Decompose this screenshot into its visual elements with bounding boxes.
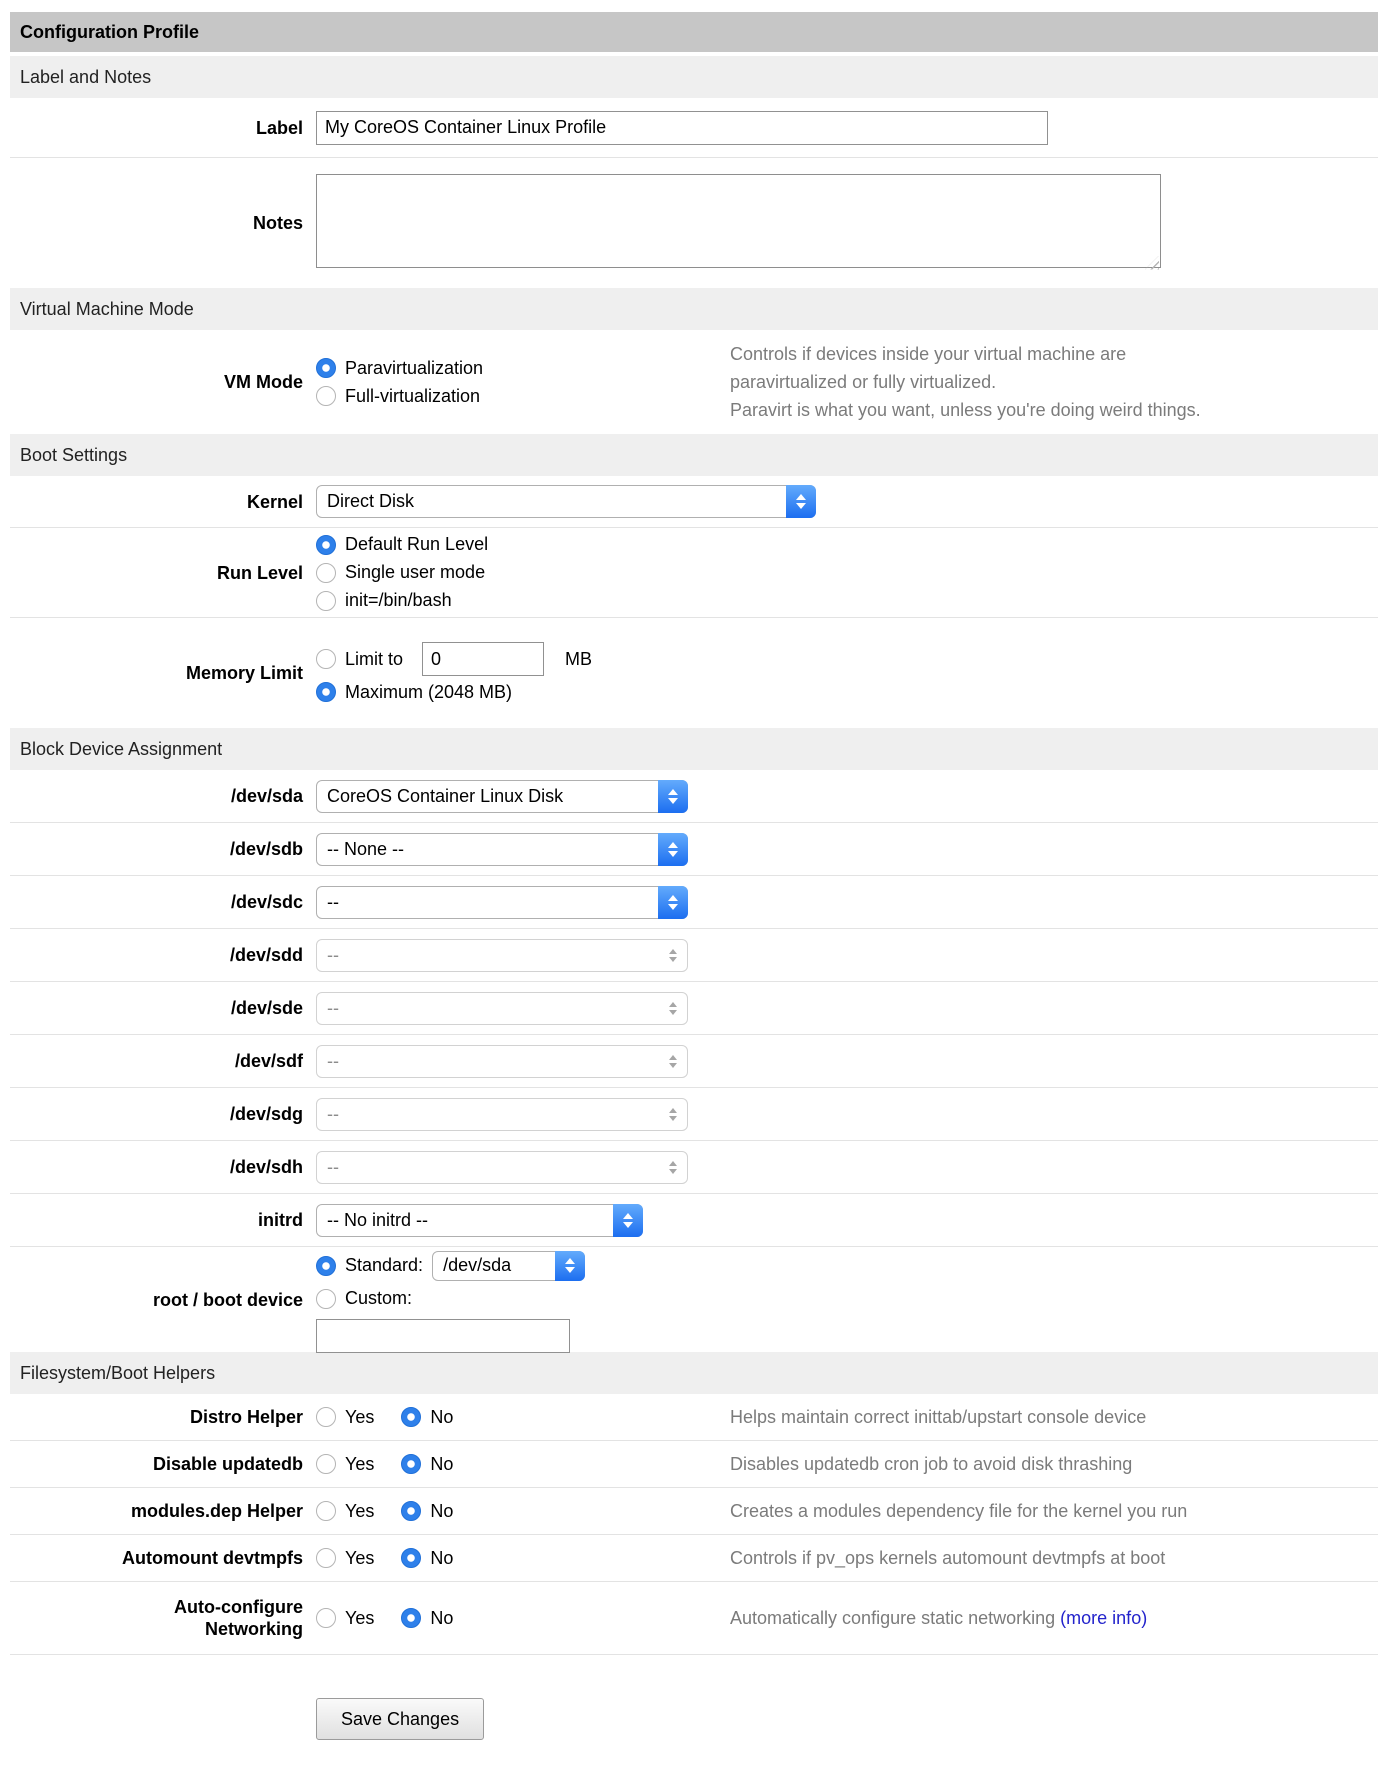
vm-mode-help-text	[730, 340, 1378, 424]
dev-sdh-label: /dev/sdh	[229, 1157, 303, 1177]
root-standard-option-label: Standard:	[345, 1255, 424, 1275]
no-option-label: No	[430, 1607, 454, 1628]
dev-sdb-row	[10, 823, 1378, 876]
modules-dep-helper-help-text: Creates a modules dependency file for the kernel you run	[730, 1501, 1188, 1521]
save-row	[10, 1698, 1378, 1740]
dev-sda-row	[10, 770, 1378, 823]
dev-sda-label: /dev/sda	[230, 786, 303, 806]
chevron-up-down-icon	[658, 1151, 688, 1184]
kernel-select-value: Direct Disk	[327, 491, 415, 511]
dev-sdf-row	[10, 1035, 1378, 1088]
yes-option-label: Yes	[345, 1607, 375, 1628]
chevron-up-down-icon	[658, 886, 688, 919]
section-boot-settings: Boot Settings	[10, 434, 1378, 476]
label-field-label: Label	[255, 117, 303, 138]
dev-sdb-label: /dev/sdb	[229, 839, 303, 859]
chevron-up-down-icon	[658, 780, 688, 813]
distro-helper-row	[10, 1394, 1378, 1441]
auto-configure-networking-no-radio[interactable]	[401, 1608, 421, 1628]
chevron-up-down-icon	[658, 992, 688, 1025]
kernel-select[interactable]	[316, 485, 816, 518]
auto-configure-networking-help-line: Automatically configure static networking	[730, 1608, 1056, 1628]
dev-sdd-row	[10, 929, 1378, 982]
dev-sdb-select[interactable]	[316, 833, 688, 866]
dev-sdg-select-value: --	[327, 1103, 339, 1124]
modules-dep-helper-yes-radio[interactable]	[316, 1501, 336, 1521]
modules-dep-helper-label: modules.dep Helper	[130, 1501, 303, 1521]
notes-field-label: Notes	[252, 213, 303, 233]
init-bin-bash-radio[interactable]	[316, 591, 336, 611]
disable-updatedb-help-text: Disables updatedb cron job to avoid disk thrashing	[730, 1454, 1133, 1474]
yes-option-label: Yes	[345, 1547, 375, 1568]
default-run-level-radio[interactable]	[316, 535, 336, 555]
dev-sdd-select	[316, 939, 688, 972]
dev-sde-label: /dev/sde	[230, 998, 303, 1018]
disable-updatedb-no-radio[interactable]	[401, 1454, 421, 1474]
paravirtualization-radio[interactable]	[316, 358, 336, 378]
dev-sdg-row	[10, 1088, 1378, 1141]
memory-limit-input[interactable]	[422, 642, 544, 676]
full-virtualization-option-label: Full-virtualization	[345, 385, 481, 406]
dev-sdc-label: /dev/sdc	[230, 892, 303, 912]
save-changes-button[interactable]: Save Changes	[316, 1698, 484, 1740]
dev-sdf-select	[316, 1045, 688, 1078]
dev-sdb-select-value: -- None --	[327, 838, 405, 859]
distro-helper-yes-radio[interactable]	[316, 1407, 336, 1427]
memory-limit-label: Memory Limit	[185, 663, 303, 683]
root-standard-radio[interactable]	[316, 1256, 336, 1276]
dev-sdh-select-value: --	[327, 1156, 339, 1177]
run-level-row	[10, 528, 1378, 618]
limit-to-option-label: Limit to	[345, 648, 404, 669]
full-virtualization-radio[interactable]	[316, 386, 336, 406]
default-run-level-option-label: Default Run Level	[345, 534, 489, 554]
chevron-up-down-icon	[658, 1045, 688, 1078]
root-standard-select[interactable]	[432, 1251, 585, 1281]
distro-helper-label: Distro Helper	[189, 1407, 303, 1427]
modules-dep-helper-no-radio[interactable]	[401, 1501, 421, 1521]
dev-sdd-select-value: --	[327, 944, 339, 965]
initrd-label: initrd	[258, 1210, 303, 1230]
auto-configure-networking-label-text: Auto-configure Networking	[174, 1597, 303, 1639]
automount-devtmpfs-help-text: Controls if pv_ops kernels automount devtmpfs at boot	[730, 1548, 1166, 1568]
distro-helper-help-text: Helps maintain correct inittab/upstart console device	[730, 1407, 1147, 1427]
dev-sda-select-value: CoreOS Container Linux Disk	[327, 785, 564, 806]
automount-devtmpfs-label: Automount devtmpfs	[122, 1548, 303, 1568]
yes-option-label: Yes	[345, 1453, 375, 1474]
run-level-label: Run Level	[216, 562, 303, 583]
dev-sdg-label: /dev/sdg	[229, 1104, 303, 1124]
chevron-up-down-icon	[613, 1204, 643, 1237]
yes-option-label: Yes	[345, 1500, 375, 1521]
memory-limit-row	[10, 618, 1378, 728]
initrd-row	[10, 1194, 1378, 1247]
auto-configure-networking-row	[10, 1582, 1378, 1655]
dev-sdf-select-value: --	[327, 1050, 339, 1071]
maximum-memory-radio[interactable]	[316, 682, 336, 702]
chevron-up-down-icon	[658, 939, 688, 972]
vm-mode-row	[10, 330, 1378, 434]
dev-sdh-row	[10, 1141, 1378, 1194]
label-row	[10, 98, 1378, 158]
section-label-and-notes: Label and Notes	[10, 56, 1378, 98]
no-option-label: No	[430, 1406, 454, 1427]
page-title: Configuration Profile	[10, 12, 1378, 52]
yes-option-label: Yes	[345, 1406, 375, 1427]
dev-sda-select[interactable]	[316, 780, 688, 813]
distro-helper-no-radio[interactable]	[401, 1407, 421, 1427]
dev-sdc-select-value: --	[327, 891, 339, 912]
automount-devtmpfs-yes-radio[interactable]	[316, 1548, 336, 1568]
label-input[interactable]	[316, 111, 1048, 145]
chevron-up-down-icon	[658, 833, 688, 866]
init-bin-bash-option-label: init=/bin/bash	[345, 590, 452, 610]
dev-sdf-label: /dev/sdf	[234, 1051, 303, 1071]
root-custom-radio[interactable]	[316, 1289, 336, 1309]
dev-sde-row	[10, 982, 1378, 1035]
dev-sde-select-value: --	[327, 997, 339, 1018]
automount-devtmpfs-row	[10, 1535, 1378, 1582]
disable-updatedb-label: Disable updatedb	[152, 1454, 303, 1474]
maximum-memory-option-label: Maximum (2048 MB)	[345, 681, 513, 702]
notes-textarea[interactable]	[316, 174, 1161, 268]
disable-updatedb-yes-radio[interactable]	[316, 1454, 336, 1474]
dev-sdd-label: /dev/sdd	[229, 945, 303, 965]
disable-updatedb-row	[10, 1441, 1378, 1488]
vm-mode-label: VM Mode	[224, 372, 303, 392]
root-standard-select-value: /dev/sda	[443, 1255, 512, 1275]
limit-to-radio[interactable]	[316, 649, 336, 669]
no-option-label: No	[430, 1500, 454, 1521]
dev-sdc-row	[10, 876, 1378, 929]
root-boot-device-label: root / boot device	[152, 1289, 303, 1310]
auto-configure-networking-yes-radio[interactable]	[316, 1608, 336, 1628]
no-option-label: No	[430, 1547, 454, 1568]
root-custom-option-label: Custom:	[345, 1288, 413, 1308]
kernel-row	[10, 476, 1378, 528]
automount-devtmpfs-no-radio[interactable]	[401, 1548, 421, 1568]
initrd-select[interactable]	[316, 1204, 643, 1237]
dev-sdc-select[interactable]	[316, 886, 688, 919]
modules-dep-helper-row	[10, 1488, 1378, 1535]
initrd-select-value: -- No initrd --	[327, 1209, 429, 1230]
auto-configure-networking-help-text	[730, 1604, 1378, 1632]
paravirtualization-option-label: Paravirtualization	[345, 357, 484, 378]
more-info-link[interactable]: (more info)	[1060, 1608, 1148, 1628]
section-virtual-machine-mode: Virtual Machine Mode	[10, 288, 1378, 330]
dev-sdg-select	[316, 1098, 688, 1131]
single-user-mode-radio[interactable]	[316, 563, 336, 583]
dev-sdh-select	[316, 1151, 688, 1184]
chevron-up-down-icon	[658, 1098, 688, 1131]
single-user-mode-option-label: Single user mode	[345, 562, 486, 582]
memory-unit-label: MB	[565, 648, 593, 669]
dev-sde-select	[316, 992, 688, 1025]
root-custom-input[interactable]	[316, 1319, 570, 1353]
notes-row	[10, 158, 1378, 288]
kernel-label: Kernel	[246, 491, 303, 512]
vm-mode-help-line-3: Paravirt is what you want, unless you're doing weird things.	[730, 400, 1201, 420]
section-filesystem-boot-helpers: Filesystem/Boot Helpers	[10, 1352, 1378, 1394]
auto-configure-networking-label	[10, 1596, 316, 1640]
no-option-label: No	[430, 1453, 454, 1474]
root-boot-device-row	[10, 1247, 1378, 1352]
chevron-up-down-icon	[786, 485, 816, 518]
chevron-up-down-icon	[555, 1251, 585, 1281]
section-block-device-assignment: Block Device Assignment	[10, 728, 1378, 770]
vm-mode-help-line-1: Controls if devices inside your virtual machine are	[730, 344, 1127, 364]
vm-mode-help-line-2: paravirtualized or fully virtualized.	[730, 372, 997, 392]
